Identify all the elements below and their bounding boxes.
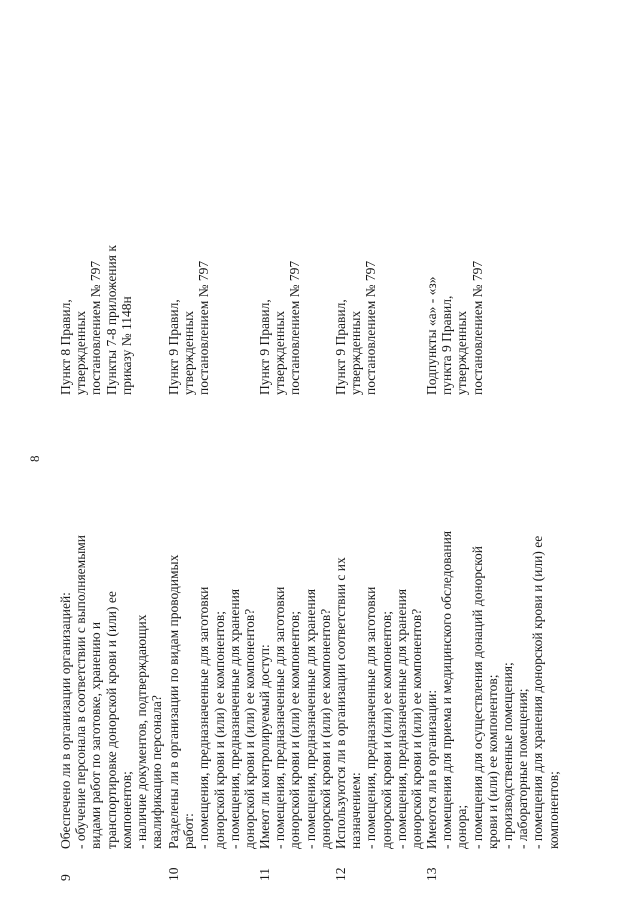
reference-line: утвержденных xyxy=(454,310,470,395)
reference-line: постановлением № 797 xyxy=(363,260,379,395)
reference-line: пункта 9 Правил, xyxy=(439,295,455,395)
reference-line: постановлением № 797 xyxy=(88,260,104,395)
question-line: донорской крови и (или) ее компонентов; xyxy=(287,610,303,849)
page-number: 8 xyxy=(27,455,42,462)
row-number: 12 xyxy=(333,867,348,881)
reference-line: Пункт 9 Правил, xyxy=(166,299,181,395)
reference-line: Пункты 7-8 приложения к xyxy=(103,245,119,395)
question-line: - помещения для осуществления донаций донорской xyxy=(469,545,485,849)
reference-line: постановлением № 797 xyxy=(196,260,212,395)
question-line: - помещения, предназначенные для хранения xyxy=(226,588,242,849)
question-line: - помещения, предназначенные для заготовки xyxy=(272,586,288,849)
question-line: - помещения, предназначенные для заготовки xyxy=(196,586,212,849)
reference-line: Пункт 9 Правил, xyxy=(333,299,348,395)
question-line: - лабораторные помещения; xyxy=(515,688,531,849)
question-line: - производственные помещения; xyxy=(500,662,516,849)
reference-line: утвержденных xyxy=(272,310,288,395)
row-question xyxy=(257,469,333,849)
reference-line: постановлением № 797 xyxy=(287,260,303,395)
question-line: - помещения, предназначенные для хранения xyxy=(393,588,409,849)
question-line: Имеют ли контролируемый доступ: xyxy=(257,644,272,849)
question-line: - помещения для приема и медицинского обследования xyxy=(439,530,455,849)
row-reference xyxy=(257,15,303,395)
question-line: Обеспечено ли в организации организацией: xyxy=(58,592,73,849)
row-question xyxy=(424,469,561,849)
question-line: квалификацию персонала? xyxy=(149,695,165,849)
question-line: компонентов; xyxy=(118,771,134,849)
question-line: донорской крови и (или) ее компонентов? xyxy=(409,608,425,849)
question-line: работ: xyxy=(181,813,197,849)
question-line: - помещения, предназначенные для хранения xyxy=(302,588,318,849)
reference-line: постановлением № 797 xyxy=(469,260,485,395)
question-line: донорской крови и (или) ее компонентов; xyxy=(378,610,394,849)
question-line: - наличие документов, подтверждающих xyxy=(134,614,150,849)
row-reference xyxy=(424,15,485,395)
question-line: донора; xyxy=(454,804,470,849)
question-line: видами работ по заготовке, хранению и xyxy=(88,621,104,849)
row-question xyxy=(166,469,257,849)
question-line: Имеются ли в организации: xyxy=(424,689,439,849)
question-line: донорской крови и (или) ее компонентов; xyxy=(211,610,227,849)
reference-line: утвержденных xyxy=(348,310,364,395)
question-line: назначением: xyxy=(348,772,364,849)
question-line: - обучение персонала в соответствии с выполняемыми xyxy=(73,534,89,849)
row-question xyxy=(58,469,164,849)
reference-line: Подпункты «а» - «з» xyxy=(424,276,439,395)
question-line: - помещения, предназначенные для заготовки xyxy=(363,586,379,849)
row-number: 9 xyxy=(58,874,73,881)
question-line: крови и (или) ее компонентов; xyxy=(484,674,500,849)
question-line: транспортировке донорской крови и (или) ее xyxy=(103,591,119,849)
row-number: 13 xyxy=(424,867,439,881)
question-line: Используются ли в организации соответствии с их xyxy=(333,557,348,849)
row-reference xyxy=(333,15,379,395)
question-line: Разделены ли в организации по видам проводимых xyxy=(166,554,181,849)
row-number: 11 xyxy=(257,868,272,881)
question-line: - помещения для хранения донорской крови и (или) ее xyxy=(530,535,546,849)
reference-line: утвержденных xyxy=(73,310,89,395)
question-line: компонентов; xyxy=(545,771,561,849)
reference-line: Пункт 8 Правил, xyxy=(58,299,73,395)
reference-line: утвержденных xyxy=(181,310,197,395)
row-reference xyxy=(166,15,212,395)
reference-line: Пункт 9 Правил, xyxy=(257,299,272,395)
question-line: донорской крови и (или) ее компонентов? xyxy=(317,608,333,849)
row-question xyxy=(333,469,424,849)
row-reference xyxy=(58,15,134,395)
row-number: 10 xyxy=(166,867,181,881)
reference-line: приказу № 1148н xyxy=(118,296,134,395)
question-line: донорской крови и (или) ее компонентов? xyxy=(242,608,258,849)
